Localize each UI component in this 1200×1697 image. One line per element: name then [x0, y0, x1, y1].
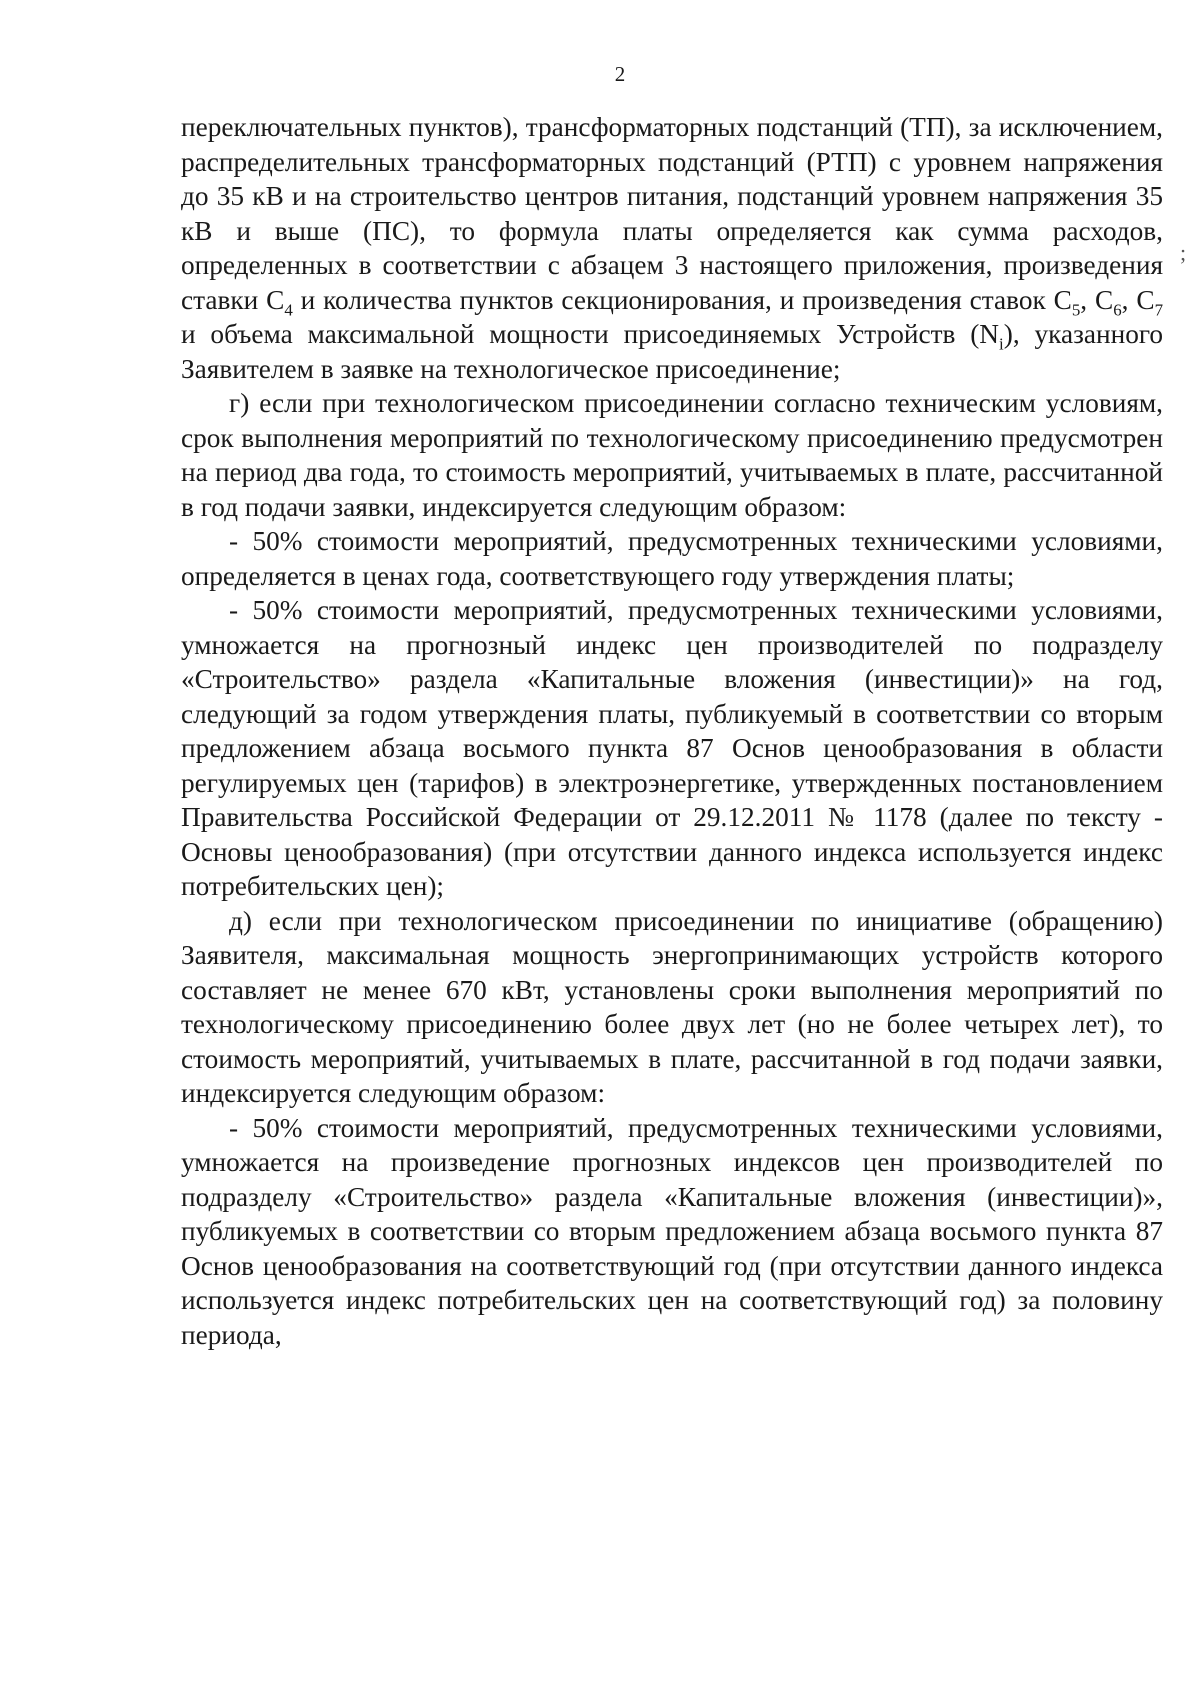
document-body	[181, 110, 1163, 1352]
paragraph-dash-2: - 50% стоимости мероприятий, предусмотренных техническими условиями, умножается на прогнозный индекс цен производителей по подразделу «Строительство» раздела «Капитальные вложения (инвестиции)» на год, следующий за годом утверждения платы, публикуемый в соответствии со вторым предложением абзаца восьмого пункта 87 Основ ценообразования в области регулируемых цен (тарифов) в электроэнергетике, утвержденных постановлением Правительства Российской Федерации от 29.12.2011 № 1178 (далее по тексту - Основы ценообразования) (при отсутствии данного индекса используется индекс потребительских цен);	[181, 595, 1163, 901]
paragraph-item-g: г) если при технологическом присоединении согласно техническим условиям, срок выполнения мероприятий по технологическому присоединению предусмотрен на период два года, то стоимость мероприятий, учитываемых в плате, рассчитанной в год подачи заявки, индексируется следующим образом:	[181, 388, 1163, 522]
margin-mark: ;	[1180, 240, 1187, 265]
paragraph-item-d: д) если при технологическом присоединении по инициативе (обращению) Заявителя, максимальная мощность энергопринимающих устройств которого составляет не менее 670 кВт, установлены сроки выполнения мероприятий по технологическому присоединению более двух лет (но не более четырех лет), то стоимость мероприятий, учитываемых в плате, рассчитанной в год подачи заявки, индексируется следующим образом:	[181, 905, 1163, 1108]
paragraph-dash-1: - 50% стоимости мероприятий, предусмотренных техническими условиями, определяется в ценах года, соответствующего году утверждения платы;	[181, 526, 1163, 591]
paragraph-dash-3: - 50% стоимости мероприятий, предусмотренных техническими условиями, умножается на произведение прогнозных индексов цен производителей по подразделу «Строительство» раздела «Капитальные вложения (инвестиции)», публикуемых в соответствии со вторым предложением абзаца восьмого пункта 87 Основ ценообразования на соответствующий год (при отсутствии данного индекса используется индекс потребительских цен на соответствующий год) за половину периода,	[181, 1112, 1163, 1350]
paragraph-continuation: переключательных пунктов), трансформаторных подстанций (ТП), за исключением, распределительных трансформаторных подстанций (РТП) с уровнем напряжения до 35 кВ и на строительство центров питания, подстанций уровнем напряжения 35 кВ и выше (ПС), то формула платы определяется как сумма расходов, определенных в соответствии с абзацем 3 настоящего приложения, произведения ставки $С_4$ и количества пунктов секционирования, и произведения ставок $С_5$, $С_6$, $С_7$ и объема максимальной мощности присоединяемых Устройств $(N_i)$, указанного Заявителем в заявке на технологическое присоединение;	[181, 112, 1164, 384]
page-number: 2	[614, 62, 626, 86]
